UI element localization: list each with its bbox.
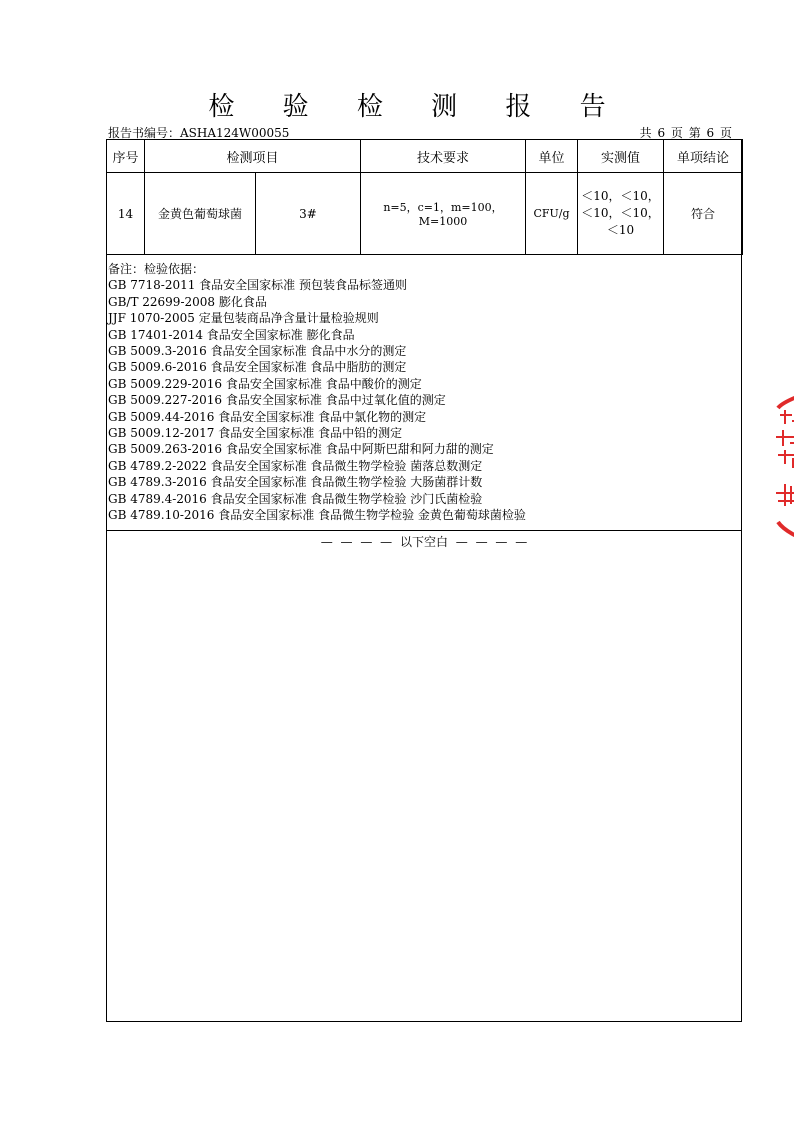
standard-line: GB 4789.2-2022 食品安全国家标准 食品微生物学检验 菌落总数测定: [108, 458, 483, 473]
standard-line: JJF 1070-2005 定量包装商品净含量计量检验规则: [108, 311, 379, 326]
seal-arc-top: [778, 388, 794, 408]
seal-glyphs: [776, 410, 794, 506]
standard-line: GB 7718-2011 食品安全国家标准 预包装食品标签通则: [108, 278, 407, 293]
cell-measured: [578, 173, 664, 255]
table-row: [107, 173, 743, 255]
standard-line: GB 17401-2014 食品安全国家标准 膨化食品: [108, 327, 355, 342]
cell-conclusion: 符合: [664, 173, 743, 255]
seal-arc-bottom: [778, 522, 794, 546]
standard-line: GB 5009.263-2016 食品安全国家标准 食品中阿斯巴甜和阿力甜的测定: [108, 442, 494, 457]
cell-item: 金黄色葡萄球菌: [145, 173, 256, 255]
standard-line: GB 5009.6-2016 食品安全国家标准 食品中脂肪的测定: [108, 360, 407, 375]
header-item: 检测项目: [145, 140, 361, 173]
report-number: 报告书编号：ASHA124W00055: [108, 126, 290, 140]
notes-heading: 备注：检验依据：: [108, 262, 205, 276]
measured-line: ＜10: [606, 223, 635, 237]
notes-divider: [106, 530, 742, 531]
measured-line: ＜10，＜10，: [581, 206, 660, 220]
standard-line: GB 5009.227-2016 食品安全国家标准 食品中过氧化值的测定: [108, 393, 446, 408]
page-info: 共 6 页 第 6 页: [639, 126, 732, 140]
measured-line: ＜10，＜10，: [581, 189, 660, 203]
notes-section: [108, 261, 526, 524]
standard-line: GB 5009.229-2016 食品安全国家标准 食品中酸价的测定: [108, 376, 422, 391]
header-measured: 实测值: [578, 140, 664, 173]
standard-line: GB/T 22699-2008 膨化食品: [108, 294, 267, 309]
cell-sub-item: 3#: [256, 173, 361, 255]
official-seal-stamp: [770, 380, 794, 550]
standard-line: GB 5009.3-2016 食品安全国家标准 食品中水分的测定: [108, 344, 407, 359]
standard-line: GB 4789.4-2016 食品安全国家标准 食品微生物学检验 沙门氏菌检验: [108, 491, 483, 506]
standard-line: GB 5009.12-2017 食品安全国家标准 食品中铅的测定: [108, 426, 403, 441]
header-requirement: 技术要求: [361, 140, 526, 173]
standard-line: GB 5009.44-2016 食品安全国家标准 食品中氯化物的测定: [108, 409, 427, 424]
cell-requirement: n=5，c=1，m=100，M=1000: [361, 173, 526, 255]
cell-index: 14: [107, 173, 145, 255]
table-header-row: [107, 140, 743, 173]
standard-line: GB 4789.10-2016 食品安全国家标准 食品微生物学检验 金黄色葡萄球菌检验: [108, 508, 526, 523]
header-conclusion: 单项结论: [664, 140, 743, 173]
standard-line: GB 4789.3-2016 食品安全国家标准 食品微生物学检验 大肠菌群计数: [108, 475, 483, 490]
blank-below-mark: — — — — 以下空白 — — — —: [320, 535, 528, 549]
header-unit: 单位: [526, 140, 578, 173]
results-table: [106, 139, 743, 255]
header-index: 序号: [107, 140, 145, 173]
cell-unit: CFU/g: [526, 173, 578, 255]
report-title: 检 验 检 测 报 告: [208, 92, 626, 122]
